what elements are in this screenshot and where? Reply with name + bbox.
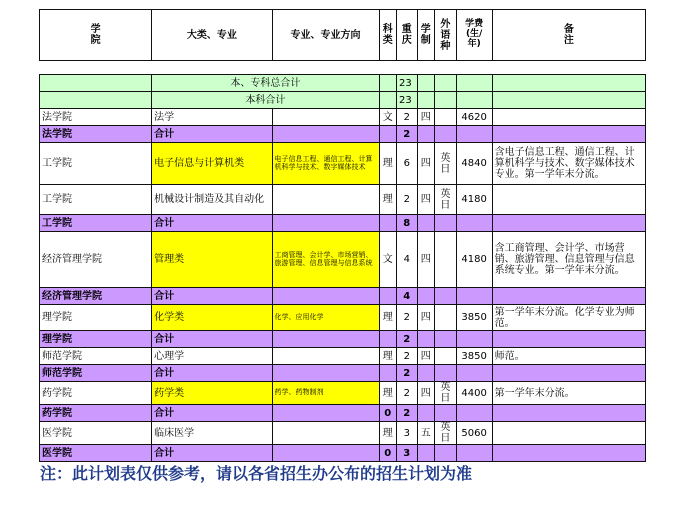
cell-category: 管理类 [152,232,272,288]
summary-total-value: 23 [397,75,418,92]
cell-college: 工学院 [40,185,152,215]
cell-college: 医学院 [40,445,152,462]
cell-years: 五 [417,422,434,445]
cell-language [435,365,457,382]
cell-language [435,405,457,422]
cell-science: 理 [379,185,396,215]
cell-direction [272,215,379,232]
cell-direction [272,126,379,143]
cell-fee [456,365,492,382]
cell-fee: 4840 [456,143,492,185]
header-fee: 学费 (生/ 年) [456,10,492,61]
cell-direction [272,185,379,215]
cell-fee [456,331,492,348]
cell-science: 0 [379,405,396,422]
cell-language [435,126,457,143]
table-row [40,382,646,405]
cell-direction: 化学、应用化学 [272,305,379,331]
cell-years: 四 [417,185,434,215]
cell-category: 合计 [152,126,272,143]
cell-language [435,331,457,348]
cell-science: 理 [379,143,396,185]
total-row [40,288,646,305]
cell-remark [492,422,645,445]
cell-direction: 工商管理、会计学、市场营销、旅游管理、信息管理与信息系统 [272,232,379,288]
cell-college: 工学院 [40,143,152,185]
footer-note: 注：此计划表仅供参考，请以各省招生办公布的招生计划为准 [40,464,473,483]
cell-language [435,215,457,232]
cell-language [435,288,457,305]
cell-college: 法学院 [40,109,152,126]
cell-language [435,232,457,288]
cell-category: 合计 [152,405,272,422]
cell-language [435,109,457,126]
cell-science: 文 [379,109,396,126]
cell-chongqing: 8 [397,215,418,232]
table-row [40,422,646,445]
cell-chongqing: 2 [397,405,418,422]
total-row [40,405,646,422]
cell-chongqing: 4 [397,288,418,305]
cell-fee: 4400 [456,382,492,405]
cell-chongqing: 3 [397,445,418,462]
cell-category: 临床医学 [152,422,272,445]
cell-years: 四 [417,305,434,331]
cell-fee: 5060 [456,422,492,445]
cell-remark: 师范。 [492,348,645,365]
cell-college: 师范学院 [40,348,152,365]
total-row [40,215,646,232]
cell-chongqing: 2 [397,109,418,126]
total-row [40,365,646,382]
cell-category: 合计 [152,365,272,382]
cell-direction [272,331,379,348]
cell-college: 工学院 [40,215,152,232]
table-row [40,305,646,331]
cell-years [417,288,434,305]
cell-college: 医学院 [40,422,152,445]
cell-direction [272,109,379,126]
cell-remark: 第一学年末分流。 [492,382,645,405]
cell-chongqing: 2 [397,365,418,382]
cell-chongqing: 2 [397,331,418,348]
cell-years: 四 [417,143,434,185]
cell-science [379,288,396,305]
cell-fee: 3850 [456,305,492,331]
cell-science: 理 [379,305,396,331]
cell-college: 理学院 [40,305,152,331]
summary-undergrad-row [40,92,646,109]
cell-language: 英日 [435,382,457,405]
cell-language [435,305,457,331]
cell-direction [272,445,379,462]
cell-years [417,215,434,232]
cell-remark: 第一学年末分流。化学专业为师范。 [492,305,645,331]
cell-category: 合计 [152,288,272,305]
header-science: 科 类 [379,10,396,61]
cell-language: 英日 [435,422,457,445]
table-row [40,143,646,185]
cell-category: 药学类 [152,382,272,405]
cell-science [379,365,396,382]
table-row [40,185,646,215]
cell-category: 法学 [152,109,272,126]
summary-undergrad-value: 23 [397,92,418,109]
cell-remark [492,445,645,462]
cell-category: 电子信息与计算机类 [152,143,272,185]
cell-fee: 4620 [456,109,492,126]
cell-college: 经济管理学院 [40,288,152,305]
cell-fee: 3850 [456,348,492,365]
cell-science: 理 [379,422,396,445]
cell-years: 四 [417,109,434,126]
cell-science: 理 [379,382,396,405]
summary-total-row [40,75,646,92]
cell-category: 化学类 [152,305,272,331]
cell-fee [456,288,492,305]
cell-science: 文 [379,232,396,288]
cell-remark: 含电子信息工程、通信工程、计算机科学与技术、数字媒体技术专业。第一学年末分流。 [492,143,645,185]
cell-category: 合计 [152,331,272,348]
cell-language [435,445,457,462]
cell-years: 四 [417,382,434,405]
cell-direction [272,288,379,305]
cell-language [435,348,457,365]
cell-direction [272,348,379,365]
cell-category: 机械设计制造及其自动化 [152,185,272,215]
cell-science [379,331,396,348]
cell-category: 合计 [152,445,272,462]
cell-college: 经济管理学院 [40,232,152,288]
cell-chongqing: 2 [397,126,418,143]
cell-science [379,126,396,143]
cell-college: 药学院 [40,382,152,405]
cell-language: 英日 [435,185,457,215]
table-row [40,232,646,288]
header-category: 大类、专业 [152,10,272,61]
cell-years: 四 [417,348,434,365]
cell-remark [492,331,645,348]
cell-years [417,331,434,348]
cell-direction [272,422,379,445]
cell-remark [492,126,645,143]
summary-total-label: 本、专科总合计 [152,75,379,92]
cell-category: 合计 [152,215,272,232]
cell-remark [492,365,645,382]
cell-remark [492,109,645,126]
cell-years [417,126,434,143]
cell-fee [456,405,492,422]
cell-years [417,445,434,462]
cell-science: 0 [379,445,396,462]
cell-chongqing: 2 [397,348,418,365]
cell-chongqing: 2 [397,305,418,331]
cell-direction [272,365,379,382]
cell-chongqing: 6 [397,143,418,185]
table-header-row [40,10,646,61]
cell-science [379,215,396,232]
cell-fee: 4180 [456,232,492,288]
table-row [40,109,646,126]
cell-years [417,405,434,422]
cell-direction [272,405,379,422]
table-row [40,348,646,365]
header-direction: 专业、专业方向 [272,10,379,61]
cell-chongqing: 2 [397,382,418,405]
cell-direction: 药学、药物制剂 [272,382,379,405]
header-college: 学 院 [40,10,152,61]
cell-fee [456,126,492,143]
header-remark: 备 注 [492,10,645,61]
summary-undergrad-label: 本科合计 [152,92,379,109]
cell-fee [456,215,492,232]
cell-remark: 含工商管理、会计学、市场营销、旅游管理、信息管理与信息系统专业。第一学年末分流。 [492,232,645,288]
cell-remark [492,405,645,422]
cell-remark [492,288,645,305]
cell-science: 理 [379,348,396,365]
cell-years [417,365,434,382]
header-language: 外 语 种 [435,10,457,61]
total-row [40,445,646,462]
cell-language: 英日 [435,143,457,185]
enrollment-plan-table [39,9,646,462]
cell-fee [456,445,492,462]
cell-direction: 电子信息工程、通信工程、计算机科学与技术、数字媒体技术 [272,143,379,185]
cell-college: 法学院 [40,126,152,143]
total-row [40,126,646,143]
cell-fee: 4180 [456,185,492,215]
cell-college: 药学院 [40,405,152,422]
cell-category: 心理学 [152,348,272,365]
cell-chongqing: 2 [397,185,418,215]
header-chongqing: 重 庆 [397,10,418,61]
total-row [40,331,646,348]
cell-college: 师范学院 [40,365,152,382]
cell-remark [492,215,645,232]
cell-remark [492,185,645,215]
cell-chongqing: 3 [397,422,418,445]
cell-college: 理学院 [40,331,152,348]
cell-chongqing: 4 [397,232,418,288]
cell-years: 四 [417,232,434,288]
header-years: 学 制 [417,10,434,61]
